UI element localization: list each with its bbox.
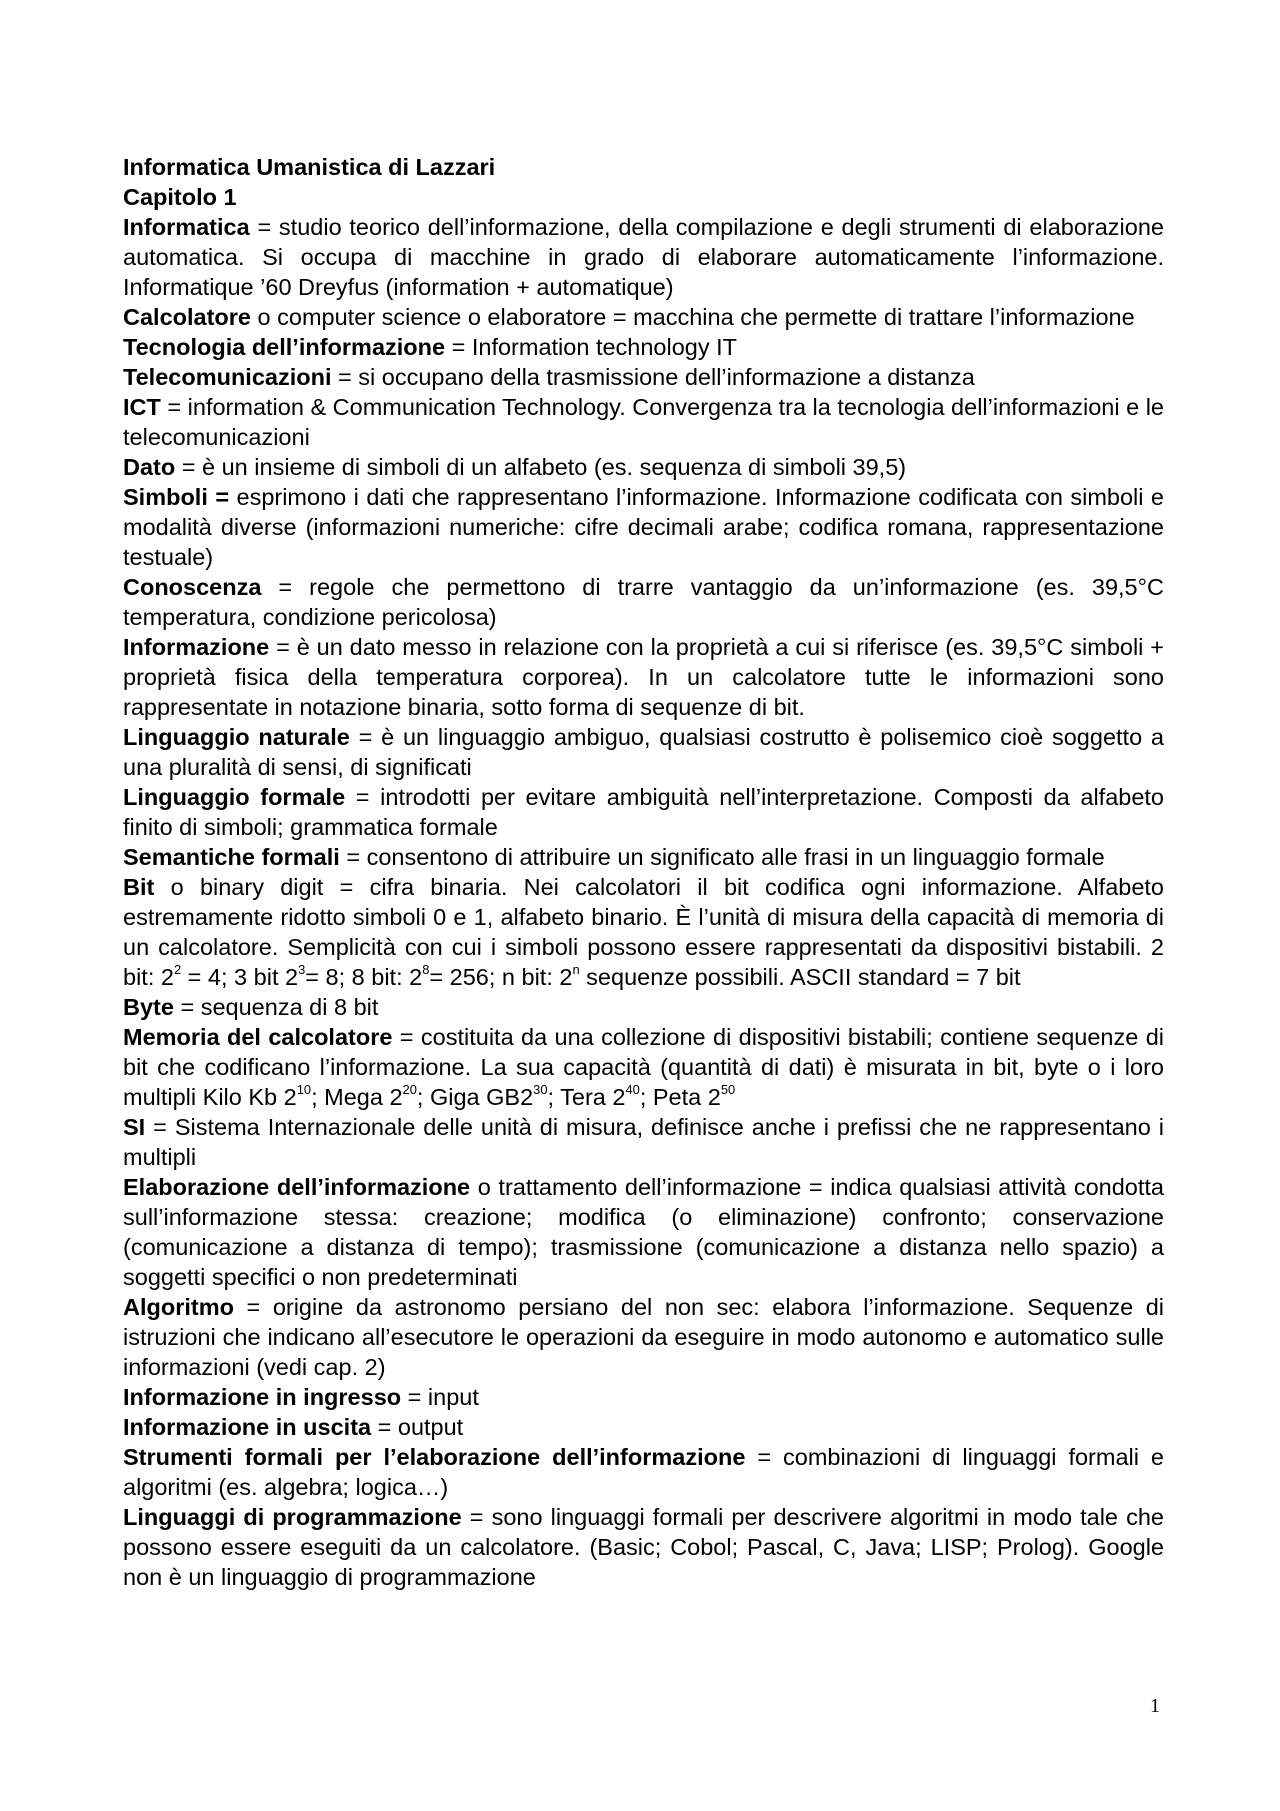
entry-definition: = costituita da una collezione di dispositivi bistabili; contiene sequenze di bit che codificano l’informazione. La sua capacità (quantità di dati) è misurata in bit, byte o i loro multipli Kilo Kb 2	[123, 1024, 1164, 1110]
entry-linguaggio-naturale	[123, 722, 1164, 782]
entry-term: Conoscenza	[123, 574, 262, 600]
entry-definition: o trattamento dell’informazione = indica qualsiasi attività condotta sull’informazione stessa: creazione; modifica (o eliminazione) confronto; conservazione (comunicazione a distanza di tempo); trasmissione (comunicazione a distanza nello spazio) a soggetti specifici o non predeterminati	[123, 1174, 1164, 1290]
entry-definition: = combinazioni di linguaggi formali e algoritmi (es. algebra; logica…)	[123, 1444, 1164, 1500]
entry-ict	[123, 392, 1164, 452]
exponent: 30	[533, 1082, 548, 1098]
entry-definition: = è un linguaggio ambiguo, qualsiasi costrutto è polisemico cioè soggetto a una pluralità di sensi, di significati	[123, 724, 1165, 780]
entry-term: Strumenti formali per l’elaborazione dell’informazione	[123, 1444, 746, 1470]
chapter-heading: Capitolo 1	[123, 184, 237, 210]
entry-definition: o binary digit = cifra binaria. Nei calcolatori il bit codifica ogni informazione. Alfabeto estremamente ridotto simboli 0 e 1, alfabeto binario. È l’unità di misura della capacità di memoria di un calcolatore. Semplicità con cui i simboli possono essere rappresentati da dispositivi bistabili. 2 bit: 2	[123, 874, 1164, 990]
entry-term: Byte	[123, 994, 174, 1020]
entry-term: Informazione in uscita	[123, 1414, 372, 1440]
entry-definition: = consentono di attribuire un significato alle frasi in un linguaggio formale	[339, 844, 1105, 870]
entry-term: Bit	[123, 874, 155, 900]
entry-definition: = si occupano della trasmissione dell’informazione a distanza	[331, 364, 975, 390]
entry-byte	[123, 992, 1164, 1022]
page-number: 1	[1150, 1695, 1160, 1717]
entry-memoria	[123, 1022, 1164, 1112]
entry-term: Algoritmo	[123, 1294, 234, 1320]
entry-algoritmo	[123, 1292, 1164, 1382]
exponent: 3	[298, 962, 306, 978]
entry-term: Memoria del calcolatore	[123, 1024, 393, 1050]
entry-informatica	[123, 212, 1164, 302]
exponent: n	[572, 962, 580, 978]
entry-dato	[123, 452, 1164, 482]
entry-term: Semantiche formali	[123, 844, 340, 870]
entry-term: ICT	[123, 394, 161, 420]
entry-definition: = 256; n bit: 2	[429, 964, 573, 990]
entry-bit	[123, 872, 1164, 992]
entry-definition: = output	[371, 1414, 464, 1440]
entry-linguaggi-programmazione	[123, 1502, 1164, 1592]
entry-definition: = input	[401, 1384, 479, 1410]
entry-informazione-ingresso	[123, 1382, 1164, 1412]
entry-definition: o computer science o elaboratore = macchina che permette di trattare l’informazione	[251, 304, 1135, 330]
entry-definition: = regole che permettono di trarre vantaggio da un’informazione (es. 39,5°C temperatura, condizione pericolosa)	[123, 574, 1164, 630]
entry-calcolatore	[123, 302, 1164, 332]
entry-definition: = Information technology IT	[445, 334, 738, 360]
entry-definition: = sono linguaggi formali per descrivere algoritmi in modo tale che possono essere eseguiti da un calcolatore. (Basic; Cobol; Pascal, C, Java; LISP; Prolog). Google non è un linguaggio di programmazione	[123, 1504, 1164, 1590]
entry-informazione	[123, 632, 1164, 722]
entry-definition: = è un dato messo in relazione con la proprietà a cui si riferisce (es. 39,5°C simboli + proprietà fisica della temperatura corporea). In un calcolatore tutte le informazioni sono rappresentate in notazione binaria, sotto forma di sequenze di bit.	[123, 634, 1164, 720]
entry-definition: = introdotti per evitare ambiguità nell’interpretazione. Composti da alfabeto finito di simboli; grammatica formale	[123, 784, 1165, 840]
entry-term: Informazione in ingresso	[123, 1384, 402, 1410]
exponent: 2	[173, 962, 182, 978]
entry-definition: = sequenza di 8 bit	[173, 994, 379, 1020]
entry-definition: ; Tera 2	[547, 1084, 626, 1110]
entry-definition: = origine da astronomo persiano del non sec: elabora l’informazione. Sequenze di istruzioni che indicano all’esecutore le operazioni da eseguire in modo autonomo e automatico sulle informazioni (vedi cap. 2)	[123, 1294, 1164, 1380]
entry-definition: = studio teorico dell’informazione, della compilazione e degli strumenti di elaborazione automatica. Si occupa di macchine in grado di elaborare automaticamente l’informazione. Informatique ’60 Dreyfus (information + automatique)	[123, 214, 1164, 300]
entry-term: Dato	[123, 454, 176, 480]
entry-term: SI	[123, 1114, 146, 1140]
exponent: 50	[720, 1082, 736, 1098]
entry-definition: = Sistema Internazionale delle unità di misura, definisce anche i prefissi che ne rappresentano i multipli	[123, 1114, 1164, 1170]
entry-definition: ; Giga GB2	[416, 1084, 534, 1110]
entry-term: Tecnologia dell’informazione	[123, 334, 446, 360]
entry-semantiche-formali	[123, 842, 1164, 872]
entry-term: Informazione	[123, 634, 270, 660]
entry-definition: ; Mega 2	[311, 1084, 403, 1110]
entry-term: Linguaggio naturale	[123, 724, 350, 750]
entry-tecnologia	[123, 332, 1164, 362]
entry-simboli	[123, 482, 1164, 572]
entry-elaborazione	[123, 1172, 1164, 1292]
entry-term: Calcolatore	[123, 304, 251, 330]
document-title: Informatica Umanistica di Lazzari	[123, 154, 496, 180]
entry-definition: = information & Communication Technology. Convergenza tra la tecnologia dell’informazioni e le telecomunicazioni	[123, 394, 1164, 450]
exponent: 10	[296, 1082, 312, 1098]
entry-linguaggio-formale	[123, 782, 1164, 842]
entry-telecomunicazioni	[123, 362, 1164, 392]
entry-term: Linguaggio formale	[123, 784, 346, 810]
entry-definition: = è un insieme di simboli di un alfabeto (es. sequenza di simboli 39,5)	[175, 454, 907, 480]
entry-strumenti-formali	[123, 1442, 1164, 1502]
entry-definition: ; Peta 2	[639, 1084, 721, 1110]
entry-si	[123, 1112, 1164, 1172]
entry-term: Simboli =	[123, 484, 230, 510]
entry-definition: sequenze possibili. ASCII standard = 7 bit	[579, 964, 1021, 990]
exponent: 40	[625, 1082, 640, 1098]
entry-informazione-uscita	[123, 1412, 1164, 1442]
entry-definition: = 4; 3 bit 2	[181, 964, 299, 990]
entry-term: Informatica	[123, 214, 250, 240]
entry-term: Telecomunicazioni	[123, 364, 332, 390]
entry-definition: esprimono i dati che rappresentano l’informazione. Informazione codificata con simboli e modalità diverse (informazioni numeriche: cifre decimali arabe; codifica romana, rappresentazione testuale)	[123, 484, 1164, 570]
exponent: 8	[422, 962, 430, 978]
exponent: 20	[402, 1082, 417, 1098]
entry-conoscenza	[123, 572, 1164, 632]
entry-term: Linguaggi di programmazione	[123, 1504, 462, 1530]
entry-term: Elaborazione dell’informazione	[123, 1174, 471, 1200]
document-page	[123, 152, 1164, 1592]
entry-definition: = 8; 8 bit: 2	[305, 964, 423, 990]
